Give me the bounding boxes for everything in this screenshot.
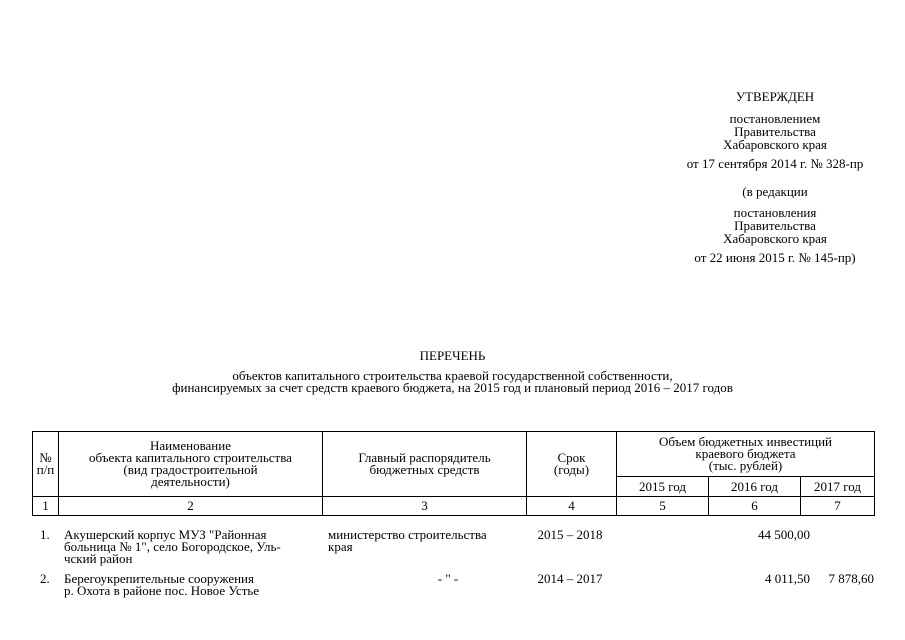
document-subtitle-line1: объектов капитального строительства краевой государственной собственности,: [232, 368, 673, 383]
col-number: 4: [527, 497, 617, 516]
col-number: 1: [33, 497, 59, 516]
row-manager: министерство строительства края: [328, 527, 487, 554]
approval-stamp: [640, 90, 905, 103]
row-number: 1.: [40, 527, 50, 542]
header-budget-volume: Объем бюджетных инвестиций краевого бюджета (тыс. рублей): [617, 432, 875, 477]
header-year-2016: 2016 год: [709, 477, 801, 497]
row-object-name: Акушерский корпус МУЗ "Районная больница № 1", село Богородское, Уль- чский район: [64, 527, 281, 566]
row-number: 2.: [40, 571, 50, 586]
approval-decree: [640, 112, 905, 170]
approval-date: от 17 сентября 2014 г. № 328-пр: [686, 156, 864, 171]
header-main-manager: Главный распорядитель бюджетных средств: [323, 432, 527, 497]
row-manager: - " -: [437, 571, 459, 586]
header-year-2017: 2017 год: [801, 477, 875, 497]
table-row: [32, 529, 874, 569]
approval-line: Хабаровского края: [723, 137, 827, 152]
col-number: 3: [323, 497, 527, 516]
header-term: Срок (годы): [527, 432, 617, 497]
row-object-name: Берегоукрепительные сооружения р. Охота в районе пос. Новое Устье: [64, 571, 260, 598]
approved-heading: УТВЕРЖДЕН: [735, 89, 815, 104]
row-term: 2015 – 2018: [537, 527, 603, 542]
row-term: 2014 – 2017: [537, 571, 603, 586]
row-value-2017: 7 878,60: [828, 571, 874, 586]
row-value-2016: 44 500,00: [758, 527, 810, 542]
header-num: № п/п: [33, 432, 59, 497]
column-number-row: [33, 497, 875, 516]
edition-decree: [640, 206, 905, 264]
approval-line: постановлением: [729, 111, 821, 126]
approval-line: Правительства: [734, 124, 816, 139]
col-number: 7: [801, 497, 875, 516]
col-number: 2: [59, 497, 323, 516]
edition-line: постановления: [733, 205, 817, 220]
edition-open: (в редакции: [742, 184, 808, 199]
edition-line: Правительства: [734, 218, 816, 233]
document-title: ПЕРЕЧЕНЬ: [419, 348, 486, 363]
edition-date: от 22 июня 2015 г. № 145-пр): [694, 250, 856, 265]
document-subtitle-line2: финансируемых за счет средств краевого бюджета, на 2015 год и плановый период 2016 – 2017 годов: [172, 380, 733, 395]
edition-note: [640, 185, 905, 198]
table-row: [32, 573, 874, 613]
header-year-2015: 2015 год: [617, 477, 709, 497]
col-number: 5: [617, 497, 709, 516]
row-value-2016: 4 011,50: [764, 571, 810, 586]
objects-table-header: [32, 431, 875, 516]
col-number: 6: [709, 497, 801, 516]
edition-line: Хабаровского края: [723, 231, 827, 246]
header-object-name: Наименование объекта капитального строительства (вид градостроительной деятельности): [59, 432, 323, 497]
